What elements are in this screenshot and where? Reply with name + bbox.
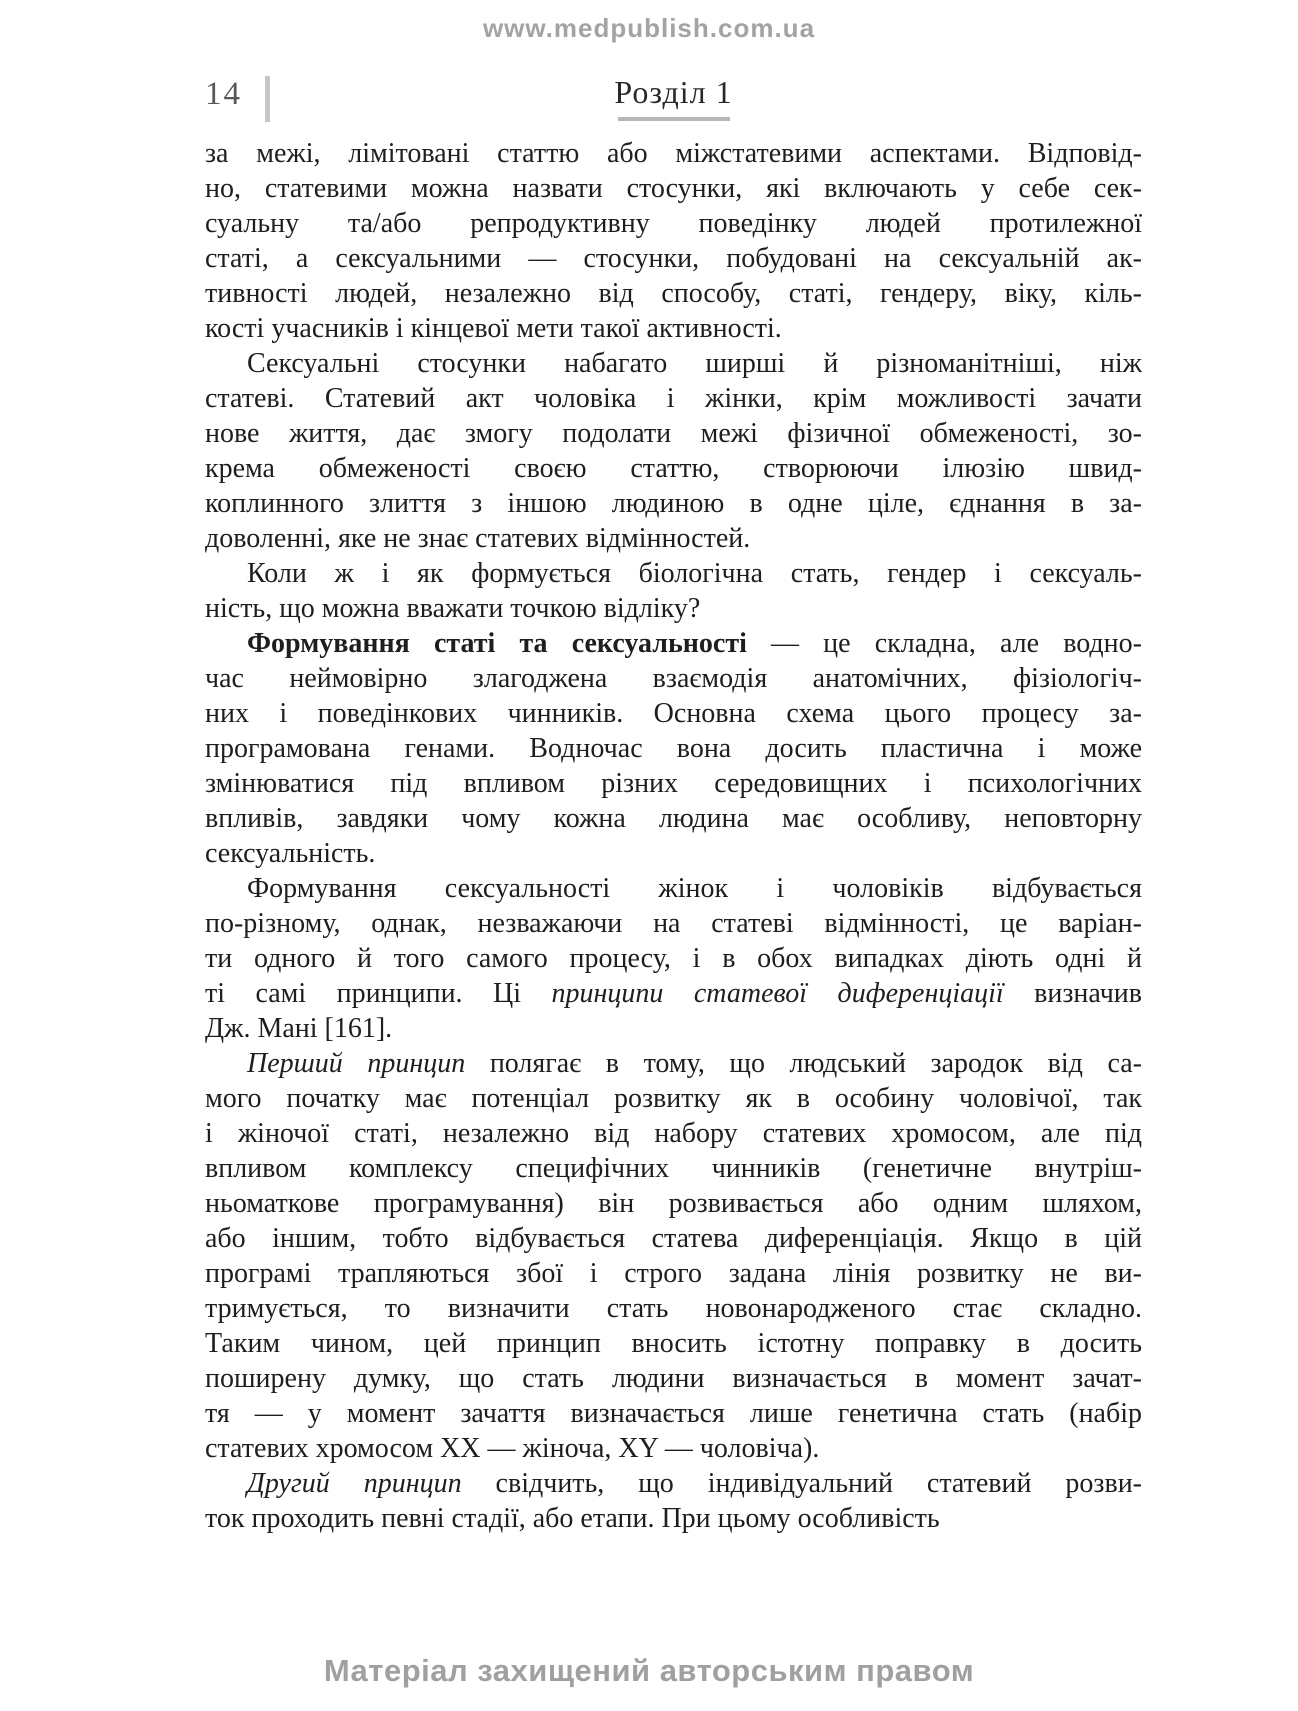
paragraph — [205, 346, 1142, 556]
text-line — [205, 136, 1142, 171]
text-segment: ток проходить певні стадії, або етапи. При цьому особливість — [205, 1503, 940, 1534]
text-line — [205, 346, 1142, 381]
text-segment: Сексуальні стосунки набагато ширші й різноманітніші, ніж — [247, 348, 1142, 379]
text-line — [205, 486, 1142, 521]
text-segment: за межі, лімітовані статтю або міжстатевими аспектами. Відповід- — [205, 138, 1142, 169]
text-line — [205, 941, 1142, 976]
text-segment: Формування сексуальності жінок і чоловіків відбувається — [247, 873, 1142, 904]
text-line — [205, 1186, 1142, 1221]
text-line — [205, 1151, 1142, 1186]
text-segment: принципи статевої диференціації — [551, 978, 1004, 1009]
text-line — [205, 416, 1142, 451]
text-line — [205, 1501, 1142, 1536]
text-segment: доволенні, яке не знає статевих відмінностей. — [205, 523, 751, 554]
text-segment: програмована генами. Водночас вона досить пластична і може — [205, 733, 1142, 764]
text-segment: по-різному, однак, незважаючи на статеві відмінності, це варіан- — [205, 908, 1142, 939]
text-line — [205, 556, 1142, 591]
text-line — [205, 836, 1142, 871]
text-line — [205, 206, 1142, 241]
text-segment: коплинного злиття з іншою людиною в одне ціле, єднання в за- — [205, 488, 1142, 519]
text-segment: ність, що можна вважати точкою відліку? — [205, 593, 701, 624]
text-segment: ті самі принципи. Ці — [205, 978, 552, 1009]
text-segment: них і поведінкових чинників. Основна схема цього процесу за- — [205, 698, 1142, 729]
text-segment: Другий принцип — [247, 1468, 462, 1499]
text-line — [205, 976, 1142, 1011]
paragraph — [205, 626, 1142, 871]
text-line — [205, 1326, 1142, 1361]
text-line — [205, 521, 1142, 556]
text-segment: Перший принцип — [247, 1048, 466, 1079]
body-text — [205, 136, 1142, 1536]
paragraph — [205, 1466, 1142, 1536]
text-segment: — це складна, але водно- — [746, 628, 1142, 659]
text-line — [205, 451, 1142, 486]
text-segment: но, статевими можна назвати стосунки, які включають у себе сек- — [205, 173, 1142, 204]
publisher-watermark: www.medpublish.com.ua — [482, 13, 816, 43]
text-line — [205, 801, 1142, 836]
text-line — [205, 731, 1142, 766]
text-segment: Дж. Мані [161]. — [205, 1013, 393, 1044]
text-line — [205, 1396, 1142, 1431]
text-segment: статеві. Статевий акт чоловіка і жінки, крім можливості зачати — [205, 383, 1142, 414]
text-line — [205, 1466, 1142, 1501]
text-line — [205, 1291, 1142, 1326]
text-segment: суальну та/або репродуктивну поведінку людей протилежної — [205, 208, 1142, 239]
text-line — [205, 906, 1142, 941]
text-segment: або іншим, тобто відбувається статева диференціація. Якщо в цій — [205, 1223, 1142, 1254]
chapter-underline — [618, 117, 730, 121]
text-segment: нове життя, дає змогу подолати межі фізичної обмеженості, зо- — [205, 418, 1142, 449]
chapter-heading — [205, 74, 1142, 121]
text-segment: тримується, то визначити стать новонародженого стає складно. — [205, 1293, 1142, 1324]
text-line — [205, 696, 1142, 731]
text-line — [205, 171, 1142, 206]
text-segment: свідчить, що індивідуальний статевий розви- — [461, 1468, 1142, 1499]
text-segment: змінюватися під впливом різних середовищних і психологічних — [205, 768, 1142, 799]
text-segment: ти одного й того самого процесу, і в обох випадках діють одні й — [205, 943, 1142, 974]
text-segment: мого початку має потенціал розвитку як в особину чоловічої, так — [205, 1083, 1142, 1114]
text-segment: крема обмеженості своєю статтю, створюючи ілюзію швид- — [205, 453, 1142, 484]
text-segment: полягає в тому, що людський зародок від са- — [465, 1048, 1142, 1079]
text-line — [205, 311, 1142, 346]
text-segment: впливом комплексу специфічних чинників (генетичне внутріш- — [205, 1153, 1142, 1184]
text-line — [205, 591, 1142, 626]
text-line — [205, 766, 1142, 801]
copyright-watermark: Матеріал захищений авторським правом — [323, 1653, 975, 1688]
text-line — [205, 1116, 1142, 1151]
text-segment: Таким чином, цей принцип вносить істотну поправку в досить — [205, 1328, 1142, 1359]
page-number: 14 — [205, 76, 242, 112]
text-segment: програмі трапляються збої і строго задана лінія розвитку не ви- — [205, 1258, 1142, 1289]
text-line — [205, 381, 1142, 416]
text-line — [205, 661, 1142, 696]
text-segment: Формування статі та сексуальності — [247, 628, 747, 659]
page-header — [205, 74, 1142, 124]
paragraph — [205, 871, 1142, 1046]
text-segment: статі, а сексуальними — стосунки, побудовані на сексуальній ак- — [205, 243, 1142, 274]
text-segment: впливів, завдяки чому кожна людина має особливу, неповторну — [205, 803, 1142, 834]
text-segment: статевих хромосом XX — жіноча, XY — чоловіча). — [205, 1433, 820, 1464]
text-segment: час неймовірно злагоджена взаємодія анатомічних, фізіологіч- — [205, 663, 1142, 694]
text-segment: і жіночої статі, незалежно від набору статевих хромосом, але під — [205, 1118, 1142, 1149]
text-line — [205, 1256, 1142, 1291]
text-segment: Коли ж і як формується біологічна стать, гендер і сексуаль- — [247, 558, 1142, 589]
text-segment: кості учасників і кінцевої мети такої активності. — [205, 313, 782, 344]
paragraph — [205, 1046, 1142, 1466]
text-segment: визначив — [1003, 978, 1142, 1009]
text-line — [205, 1081, 1142, 1116]
text-line — [205, 1431, 1142, 1466]
text-line — [205, 1011, 1142, 1046]
text-line — [205, 241, 1142, 276]
text-segment: тя — у момент зачаття визначається лише генетична стать (набір — [205, 1398, 1142, 1429]
paragraph — [205, 136, 1142, 346]
text-line — [205, 1361, 1142, 1396]
text-line — [205, 871, 1142, 906]
text-line — [205, 626, 1142, 661]
text-line — [205, 1046, 1142, 1081]
chapter-title: Розділ 1 — [614, 74, 733, 110]
text-segment: сексуальність. — [205, 838, 376, 869]
text-line — [205, 1221, 1142, 1256]
text-segment: поширену думку, що стать людини визначається в момент зачат- — [205, 1363, 1142, 1394]
text-line — [205, 276, 1142, 311]
text-segment: тивності людей, незалежно від способу, статі, гендеру, віку, кіль- — [205, 278, 1142, 309]
paragraph — [205, 556, 1142, 626]
text-segment: ньоматкове програмування) він розвивається або одним шляхом, — [205, 1188, 1142, 1219]
